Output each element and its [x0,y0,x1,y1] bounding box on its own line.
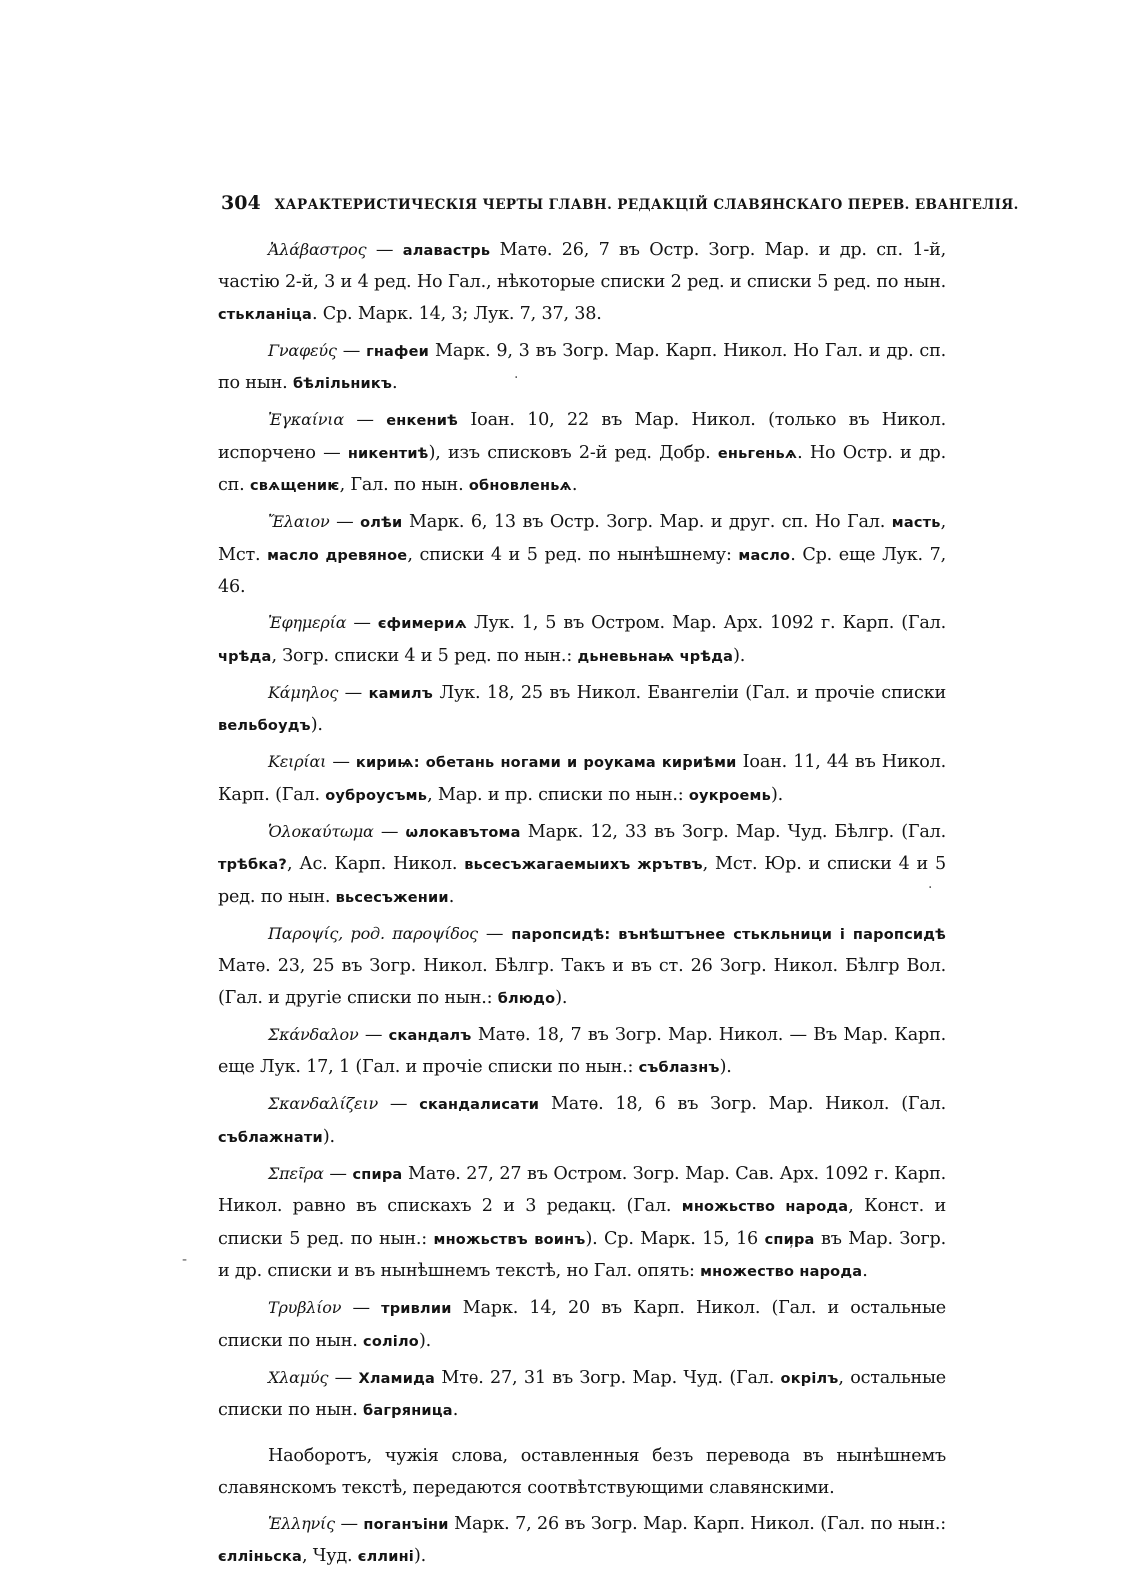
dash: — [328,1367,359,1388]
slavonic-word: вьсесъжении [335,889,449,906]
entry-text: . [571,475,578,496]
entry-text: ). [413,1546,427,1567]
dash: — [338,682,369,703]
entry-tryblion [218,1292,946,1358]
entry-text: ). [418,1330,432,1351]
slavonic-word: паропсидѣ: вънѣштънее стькльници і паропсидѣ [511,926,947,943]
entry-text: Матѳ. 23, 25 въ Зогр. Никол. Бѣлгр. Такъ и въ ст. 26 Зогр. Никол. Бѣлгр Вол. (Гал. и другіе списки по нын.: [218,956,946,1008]
slavonic-word: масло древяное [267,547,408,564]
page-body [218,234,946,1578]
entry-text: , Конст. и списки 5 ред. по нын.: [218,1196,946,1249]
slavonic-word: багряница [363,1403,453,1420]
slavonic-word: дьневьнаѩ чрѣда [577,648,734,665]
slavonic-word: масть [891,515,941,532]
entry-holokautoma [218,816,946,914]
slavonic-word: ωлокавътома [405,825,521,842]
entry-ephemeria [218,607,946,673]
entry-text: Лук. 18, 25 въ Никол. Евангеліи (Гал. и прочіе списки [432,682,946,703]
stray-dot-mark: · [928,880,933,896]
entry-text: Марк. 12, 33 въ Зогр. Мар. Чуд. Бѣлгр. (Гал. [520,822,946,843]
slavonic-word: енкениѣ [386,413,459,430]
dash: — [334,1513,364,1534]
greek-word: Παροψίς, род. παροψίδος [268,923,478,943]
entry-text: . [862,1260,868,1281]
entry-text: , Зогр. списки 4 и 5 ред. по нын.: [271,645,578,666]
entry-speira [218,1158,946,1288]
entry-text: ). [322,1126,335,1147]
running-header [221,192,1019,222]
greek-word: Κάμηλος [268,682,339,702]
entry-text: , списки 4 и 5 ред. по нынѣшнему: [407,544,739,565]
entry-text: ). [310,715,323,736]
dash: — [329,512,361,533]
entry-paropsis [218,918,946,1015]
entry-text: Матѳ. 27, 27 въ Остром. Зогр. Мар. Сав. Арх. 1092 г. Карп. Никол. равно въ спискахъ 2 и 3 редакц. (Гал. [218,1164,946,1217]
slavonic-word: спира [352,1167,403,1184]
entry-hellenis [218,1508,946,1574]
slavonic-word: оукроемь [688,787,771,804]
stray-dot-mark: . [514,366,519,382]
slavonic-word: спира [764,1231,815,1248]
slavonic-word: кириѩ: обетань ногами и роукама кириѣми [355,755,737,772]
entry-text: , остальные списки по нын. [218,1367,946,1421]
entry-text: , Гал. по нын. [339,475,469,496]
slavonic-word: єфимериѧ [377,616,467,633]
entry-text: ). Ср. Марк. 15, 16 [585,1228,765,1249]
slavonic-word: масло [738,547,791,564]
entry-text: въ Мар. Зогр. и др. списки и въ нынѣшнемъ текстѣ, но Гал. опять: [218,1228,947,1281]
entry-enkainia [218,404,946,502]
entry-text: ). [770,784,784,805]
slavonic-word: скандалисати [419,1097,540,1114]
entry-text: . Но Остр. и др. сп. [218,442,947,496]
greek-word: Γναφεύς [268,340,337,360]
slavonic-word: олѣи [360,515,403,532]
slavonic-word: гнафеи [366,343,430,360]
entry-kamelos [218,677,946,743]
slavonic-word: еньгеньѧ [717,445,798,462]
entry-text: Марк. 7, 26 въ Зогр. Мар. Карп. Никол. (Гал. по нын.: [448,1513,946,1534]
prose-paragraph: Наоборотъ, чужія слова, оставленныя безъ перевода въ нынѣшнемъ славянскомъ текстѣ, передаются соотвѣтствующими славянскими. [218,1446,946,1498]
slavonic-word: єлліньска [218,1549,303,1566]
entry-text: Марк. 14, 20 въ Карп. Никол. (Гал. и остальные списки по нын. [218,1298,946,1351]
entry-chlamys [218,1362,946,1428]
dash: — [346,613,378,634]
entry-text: ). [555,987,568,1008]
entry-text: . [452,1400,459,1421]
dash: — [341,1298,382,1319]
greek-word: Ἔλαιον [268,512,330,532]
slavonic-word: обновленьѧ [468,478,572,495]
greek-word: Ἑλληνίς [268,1513,335,1533]
margin-dash-mark: - [182,1252,188,1268]
slavonic-word: камилъ [368,685,433,702]
greek-word: Τρυβλίον [268,1298,342,1318]
greek-word: Κειρίαι [268,752,327,772]
greek-word: Ἀλάβαστρος [268,240,367,259]
entry-text: Марк. 9, 3 въ Зогр. Мар. Карп. Никол. Но Гал. и др. сп. по нын. [218,340,946,394]
slavonic-word: вельбоудъ [218,718,311,735]
slavonic-word: трѣбка? [218,857,288,874]
dash: — [344,410,387,431]
entry-text: . Ср. Марк. 14, 3; Лук. 7, 37, 38. [311,303,602,324]
entry-text: ). [719,1057,732,1078]
slavonic-word: стькланіца [218,306,312,323]
entry-text: Матѳ. 26, 7 въ Остр. Зогр. Мар. и др. сп. 1-й, частію 2-й, 3 и 4 ред. Но Гал., нѣкоторые списки 2 ред. и списки 5 ред. по нын. [218,240,946,293]
dash: — [358,1024,389,1045]
page-number: 304 [221,192,261,214]
greek-word: Ἐφημερία [268,613,347,633]
entry-text: , Чуд. [302,1546,358,1567]
slavonic-word: соліло [363,1333,419,1350]
running-title: ХАРАКТЕРИСТИЧЕСКІЯ ЧЕРТЫ ГЛАВН. РЕДАКЦІЙ СЛАВЯНСКАГО ПЕРЕВ. ЕВАНГЕЛІЯ. [274,197,1019,213]
entry-text: Іоан. 10, 22 въ Мар. Никол. (только въ Никол. испорчено — [218,410,947,463]
stray-tick-mark: ʼ [789,1243,794,1259]
slavonic-word: окрілъ [780,1370,839,1387]
entry-text: Іоан. 11, 44 въ Никол. Карп. (Гал. [218,752,946,805]
entry-text: , Мст. [218,512,946,565]
entry-text: Матѳ. 18, 7 въ Зогр. Мар. Никол. — Въ Мар. Карп. еще Лук. 17, 1 (Гал. и прочіе списки по нын.: [218,1024,946,1078]
slavonic-word: Хламида [358,1370,435,1387]
slavonic-word: съблажнати [218,1129,323,1146]
entry-gnapheus [218,335,946,401]
dash: — [477,923,512,944]
entry-text: ), изъ списковъ 2-й ред. Добр. [428,442,718,463]
entry-skandalizein [218,1088,946,1154]
dash: — [336,340,367,361]
slavonic-word: оуброусъмь [325,787,428,804]
slavonic-word: єллині [357,1549,414,1566]
entry-keiriai [218,746,946,812]
slavonic-word: блюдо [497,990,556,1007]
entry-text: ). [733,645,746,666]
dash: — [373,822,406,843]
entry-text: Мтѳ. 27, 31 въ Зогр. Мар. Чуд. (Гал. [434,1367,781,1388]
entry-alabastros [218,234,946,331]
slavonic-word: съблазнъ [638,1060,720,1077]
slavonic-word: множьствъ воинъ [433,1231,586,1248]
greek-word: Ὁλοκαύτωμα [268,822,374,842]
slavonic-word: тривлии [381,1301,452,1318]
greek-word: Χλαμύς [268,1367,329,1387]
dash: — [366,240,403,260]
entry-text: Матѳ. 18, 6 въ Зогр. Мар. Никол. (Гал. [539,1094,946,1115]
slavonic-word: вьсесъжагаемыихъ жрътвъ [464,857,703,874]
slavonic-word: поганъіни [363,1516,449,1533]
entry-text: . Ср. еще Лук. 7, 46. [218,544,946,597]
slavonic-word: свѧщениѥ [249,478,340,495]
slavonic-word: скандалъ [388,1027,472,1044]
entry-text: , Ас. Карп. Никол. [287,854,465,875]
slavonic-word: бѣлільникъ [292,376,393,393]
entry-text: , Мст. Юр. и списки 4 и 5 ред. по нын. [218,854,946,907]
greek-word: Σπεῖρα [268,1164,324,1184]
entry-skandalon [218,1019,946,1085]
greek-word: Σκάνδαλον [268,1024,359,1044]
greek-word: Σκανδαλίζειν [268,1094,379,1114]
slavonic-word: никентиѣ [347,445,429,462]
entry-text: . [392,373,398,394]
entry-elaion [218,506,946,603]
dash: — [326,752,356,773]
entry-text: Марк. 6, 13 въ Остр. Зогр. Мар. и друг. сп. Но Гал. [402,512,892,533]
greek-word: Ἐγκαίνια [268,410,344,430]
slavonic-word: множество народа [700,1263,863,1280]
entry-text: . [448,886,455,907]
entry-text: Лук. 1, 5 въ Остром. Мар. Арх. 1092 г. Карп. (Гал. [466,613,946,634]
slavonic-word: множьство народа [681,1199,849,1216]
entry-text: , Мар. и пр. списки по нын.: [427,784,689,805]
slavonic-word: алавастрь [402,243,491,259]
slavonic-word: чрѣда [218,648,272,665]
dash: — [378,1094,420,1115]
dash: — [323,1164,353,1185]
